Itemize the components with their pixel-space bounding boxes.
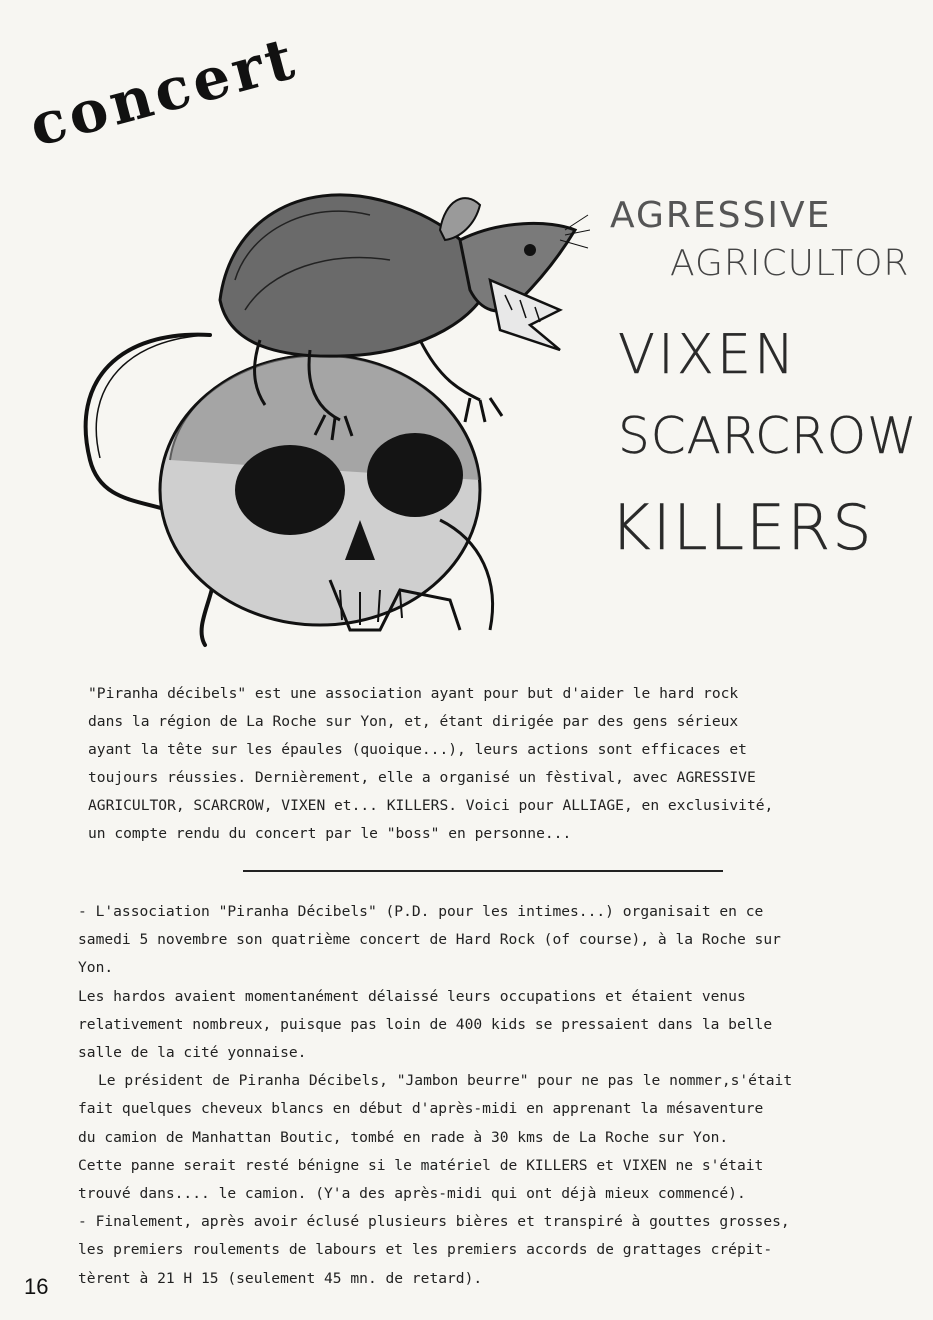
band-name-agressive: AGRESSIVE	[610, 195, 832, 236]
intro-line: AGRICULTOR, SCARCROW, VIXEN et... KILLERS. Voici pour ALLIAGE, en exclusivité,	[88, 797, 774, 814]
article-line: du camion de Manhattan Boutic, tombé en rade à 30 kms de La Roche sur Yon.	[78, 1128, 729, 1146]
article-body	[78, 898, 858, 1293]
article-line: relativement nombreux, puisque pas loin de 400 kids se pressaient dans la belle	[78, 1015, 773, 1033]
rat-on-skull-illustration-icon	[60, 160, 590, 650]
article-line: les premiers roulements de labours et les premiers accords de grattages crépit-	[78, 1241, 773, 1259]
article-line: salle de la cité yonnaise.	[78, 1044, 307, 1062]
article-line: fait quelques cheveux blancs en début d'après-midi en apprenant la mésaventure	[78, 1100, 764, 1118]
article-line: Les hardos avaient momentanément délaissé leurs occupations et étaient venus	[78, 987, 746, 1005]
article-line: Le président de Piranha Décibels, "Jambon beurre" pour ne pas le nommer,s'était	[98, 1072, 793, 1090]
article-line: trouvé dans.... le camion. (Y'a des après-midi qui ont déjà mieux commencé).	[78, 1185, 746, 1203]
section-divider	[243, 870, 723, 872]
intro-line: dans la région de La Roche sur Yon, et, étant dirigée par des gens sérieux	[88, 713, 739, 730]
intro-line: "Piranha décibels" est une association ayant pour but d'aider le hard rock	[88, 685, 739, 702]
article-line: - L'association "Piranha Décibels" (P.D. pour les intimes...) organisait en ce	[78, 903, 764, 920]
article-line: tèrent à 21 H 15 (seulement 45 mn. de retard).	[78, 1269, 483, 1287]
band-name-killers: KILLERS	[610, 491, 874, 564]
article-line: Cette panne serait resté bénigne si le matériel de KILLERS et VIXEN ne s'était	[78, 1156, 764, 1174]
intro-line: ayant la tête sur les épaules (quoique...), leurs actions sont efficaces et	[88, 741, 747, 758]
section-heading: concert	[22, 23, 305, 160]
band-name-vixen: VIXEN	[618, 323, 798, 386]
intro-line: toujours réussies. Dernièrement, elle a organisé un fèstival, avec AGRESSIVE	[88, 769, 756, 786]
intro-paragraph	[88, 680, 848, 848]
band-name-agricultor: AGRICULTOR	[670, 243, 910, 284]
page-number: 16	[24, 1274, 49, 1299]
band-lineup	[610, 195, 920, 585]
article-line: samedi 5 novembre son quatrième concert de Hard Rock (of course), à la Roche sur	[78, 931, 781, 949]
article-line: Yon.	[78, 959, 114, 977]
article-line: - Finalement, après avoir éclusé plusieurs bières et transpiré à gouttes grosses,	[78, 1213, 790, 1231]
band-name-scarcrow: SCARCROW	[618, 407, 918, 465]
intro-line: un compte rendu du concert par le "boss" en personne...	[88, 825, 572, 842]
